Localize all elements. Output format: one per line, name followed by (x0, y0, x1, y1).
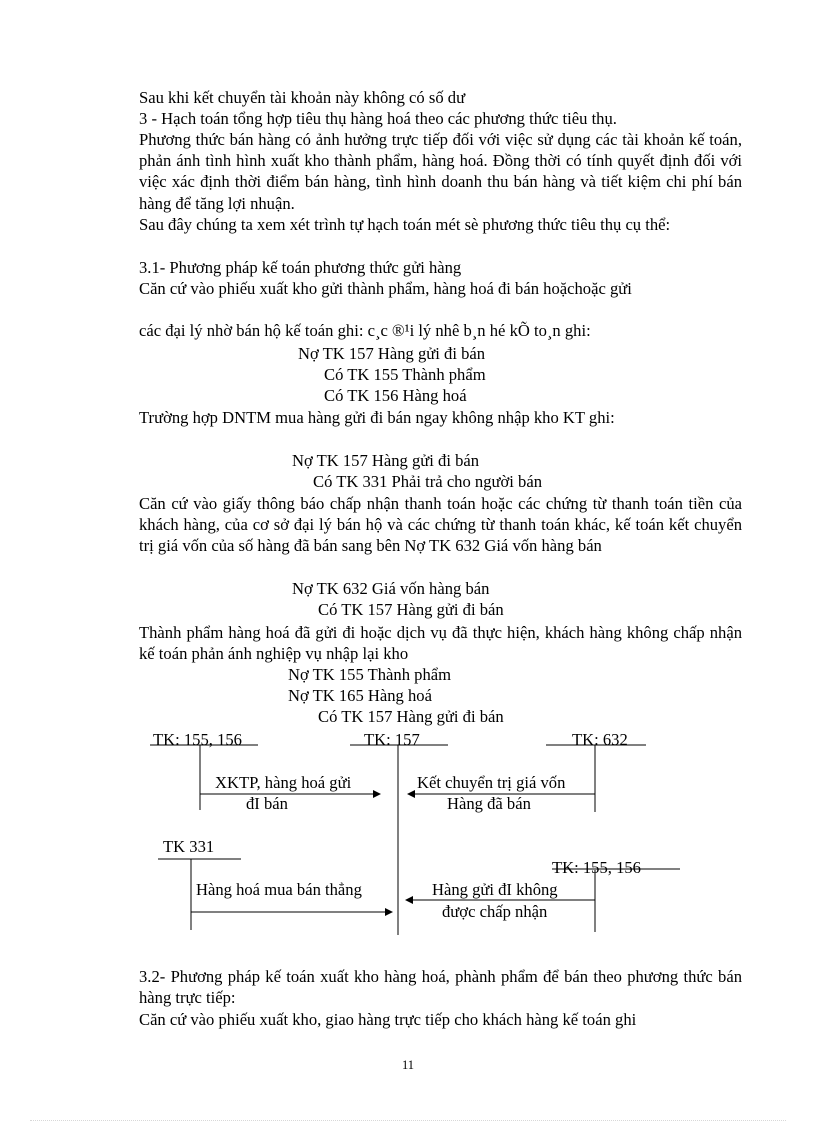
section-3-heading: 3 - Hạch toán tổng hợp tiêu thụ hàng hoá theo các phương thức tiêu thụ. (139, 109, 617, 128)
label-chap-nhan: được chấp nhận (442, 902, 548, 921)
entry-credit-157: Có TK 157 Hàng gửi đi bán (318, 600, 504, 619)
label-hang-gui-khong: Hàng gửi đI không (432, 880, 558, 899)
entry-credit-156: Có TK 156 Hàng hoá (324, 386, 467, 405)
section-3-2-heading: 3.2- Phương pháp kế toán xuất kho hàng hoá, phành phẩm để bán theo phương thức bán hàng trực tiếp: (139, 967, 742, 1008)
entry-debit-632: Nợ TK 632 Giá vốn hàng bán (292, 579, 490, 598)
account-label-632: TK: 632 (572, 730, 628, 749)
page-number: 11 (401, 1058, 415, 1072)
entry-credit-157-b: Có TK 157 Hàng gửi đi bán (318, 707, 504, 726)
account-label-155-156: TK: 155, 156 (153, 730, 242, 749)
paragraph-consignment-cont: các đại lý nhờ bán hộ kế toán ghi: c¸c ®¹i lý nhê b¸n hé kÕ to¸n ghi: (139, 321, 591, 340)
label-hang-hoa-mua: Hàng hoá mua bán thẳng (196, 880, 362, 899)
entry-debit-155: Nợ TK 155 Thành phẩm (288, 665, 452, 684)
paragraph-direct-sale: Căn cứ vào phiếu xuất kho, giao hàng trực tiếp cho khách hàng kế toán ghi (139, 1010, 637, 1029)
label-hang-da-ban: Hàng đã bán (447, 794, 531, 813)
label-xktp: XKTP, hàng hoá gửi (215, 773, 352, 792)
paragraph-acceptance: Căn cứ vào giấy thông báo chấp nhận thanh toán hoặc các chứng từ thanh toán tiền của khách hàng, của cơ sở đại lý bán hộ và các chứng từ thanh toán khác, kế toán kết chuyển trị giá vốn của số hàng đã bán sang bên Nợ TK 632 Giá vốn hàng bán (139, 494, 742, 556)
entry-credit-155: Có TK 155 Thành phẩm (324, 365, 486, 384)
label-ket-chuyen: Kết chuyển trị giá vốn (417, 773, 566, 792)
entry-credit-331: Có TK 331 Phải trả cho người bán (313, 472, 543, 491)
account-label-157: TK: 157 (364, 730, 420, 749)
paragraph-returns: Thành phẩm hàng hoá đã gửi đi hoặc dịch vụ đã thực hiện, khách hàng không chấp nhận kế toán phản ánh nghiệp vụ nhập lại kho (139, 623, 742, 664)
paragraph-dntm: Trường hợp DNTM mua hàng gửi đi bán ngay không nhập kho KT ghi: (139, 408, 615, 427)
account-label-331: TK 331 (163, 837, 215, 856)
entry-debit-157-b: Nợ TK 157 Hàng gửi đi bán (292, 451, 480, 470)
paragraph-sequence: Sau đây chúng ta xem xét trình tự hạch toán mét sè phương thức tiêu thụ cụ thể: (139, 215, 671, 234)
account-label-155-156-lower: TK: 155, 156 (552, 858, 641, 877)
intro-line: Sau khi kết chuyển tài khoản này không có số dư (139, 88, 466, 107)
label-di-ban: đI bán (246, 794, 288, 813)
entry-debit-157: Nợ TK 157 Hàng gửi đi bán (298, 344, 486, 363)
entry-debit-165: Nợ TK 165 Hàng hoá (288, 686, 432, 705)
paragraph-consignment: Căn cứ vào phiếu xuất kho gửi thành phẩm, hàng hoá đi bán hoặchoặc gửi (139, 279, 632, 298)
paragraph-sales-methods: Phương thức bán hàng có ảnh hưởng trực tiếp đối với việc sử dụng các tài khoản kế toán, phản ánh tình hình xuất kho thành phẩm, hàng hoá. Đồng thời có tính quyết định đối với việc xác định thời điểm bán hàng, tình hình doanh thu bán hàng và tiết kiệm chi phí bán hàng để tăng lợi nhuận. (139, 130, 742, 213)
page-bottom-rule (30, 1120, 786, 1121)
section-3-1-heading: 3.1- Phương pháp kế toán phương thức gửi hàng (139, 258, 462, 277)
